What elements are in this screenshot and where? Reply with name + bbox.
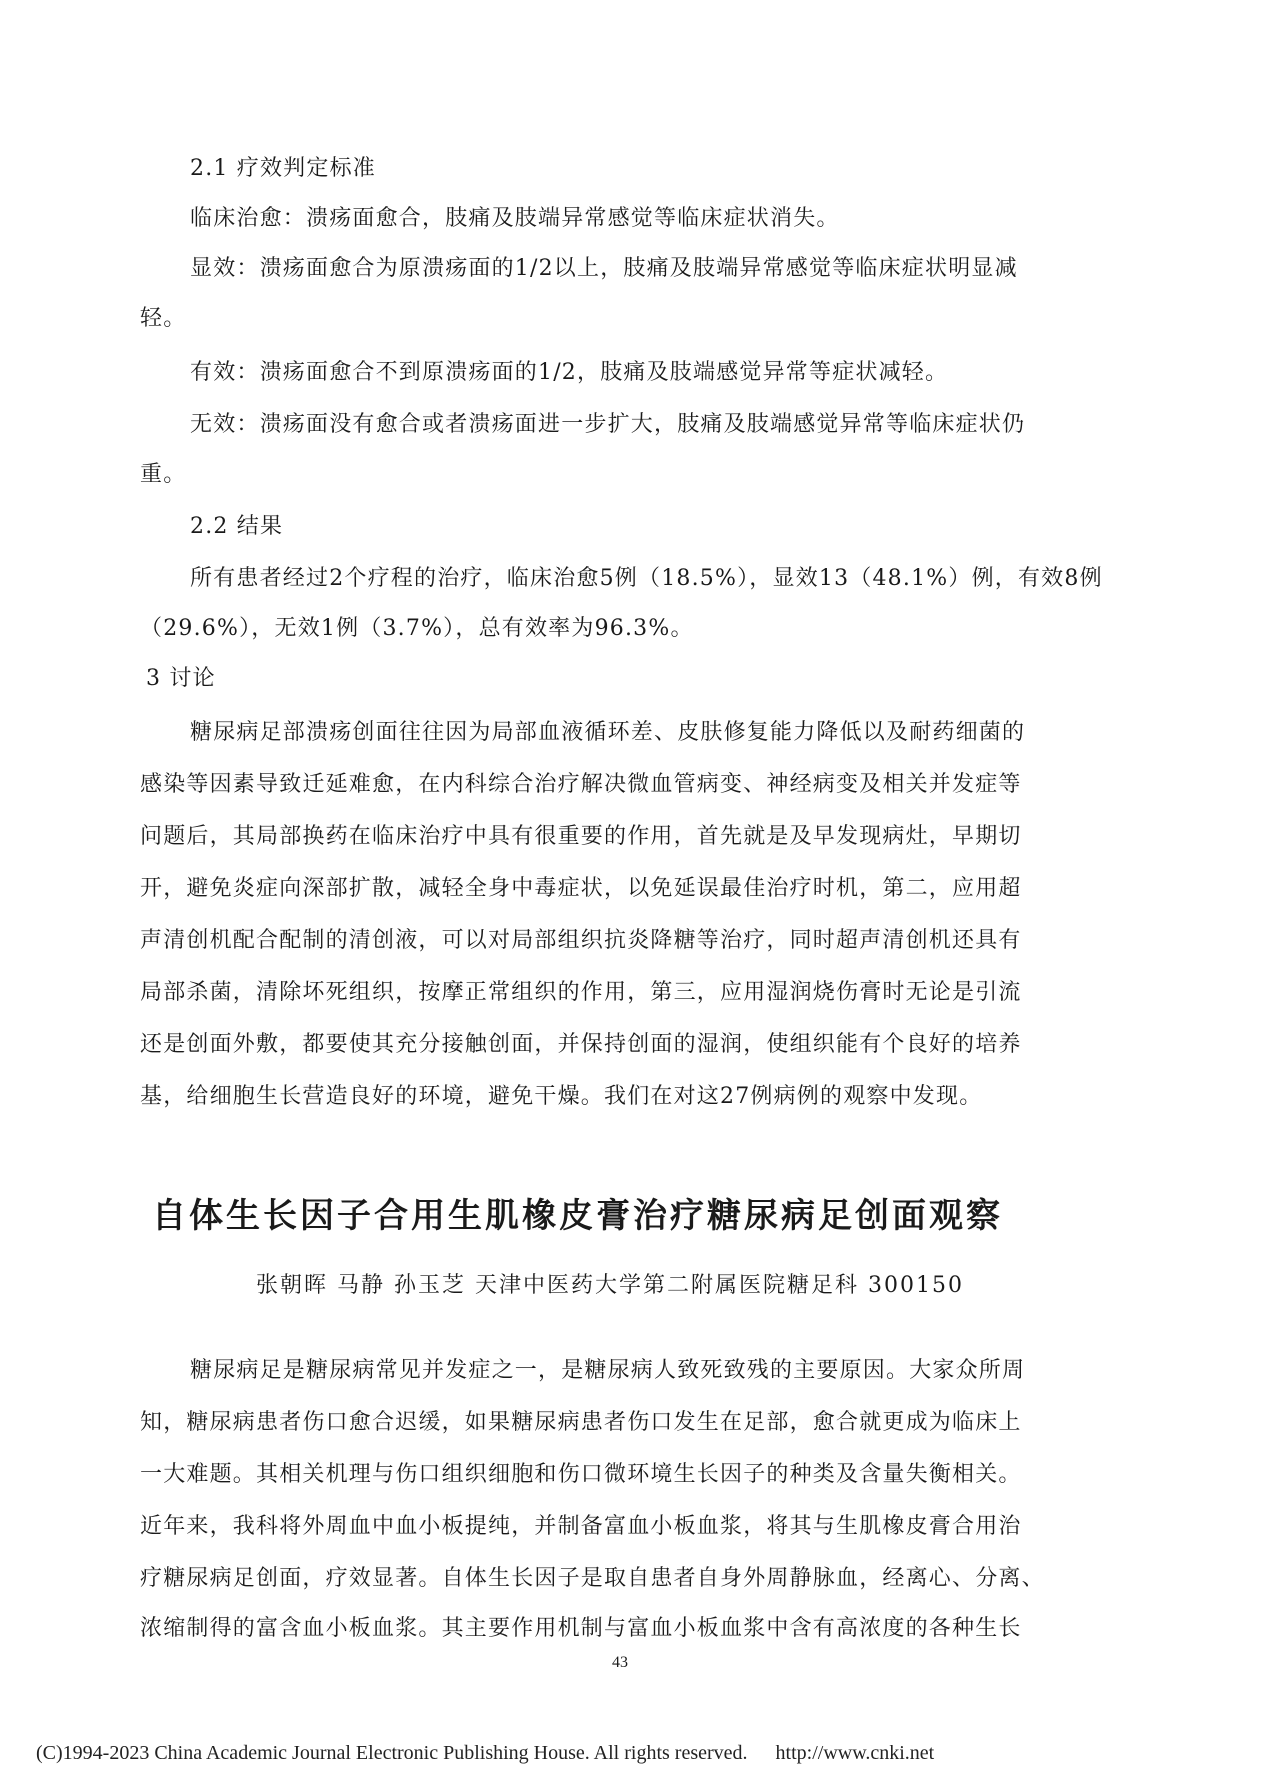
article-line-5: 疗糖尿病足创面，疗效显著。自体生长因子是取自患者自身外周静脉血，经离心、分离、 — [140, 1566, 1045, 1591]
section-3-heading: 3 讨论 — [146, 666, 216, 691]
section-2-2-heading: 2.2 结果 — [190, 514, 284, 539]
page-number: 43 — [612, 1654, 628, 1671]
discussion-line-4: 开，避免炎症向深部扩散，减轻全身中毒症状，以免延误最佳治疗时机，第二，应用超 — [140, 876, 1022, 901]
discussion-line-8: 基，给细胞生长营造良好的环境，避免干燥。我们在对这27例病例的观察中发现。 — [140, 1084, 983, 1109]
article-line-3: 一大难题。其相关机理与伤口组织细胞和伤口微环境生长因子的种类及含量失衡相关。 — [140, 1462, 1022, 1487]
article-line-2: 知，糖尿病患者伤口愈合迟缓，如果糖尿病患者伤口发生在足部，愈合就更成为临床上 — [140, 1410, 1022, 1435]
discussion-line-2: 感染等因素导致迁延难愈，在内科综合治疗解决微血管病变、神经病变及相关并发症等 — [140, 772, 1022, 797]
criteria-ineffective: 无效：溃疡面没有愈合或者溃疡面进一步扩大，肢痛及肢端感觉异常等临床症状仍 — [190, 412, 1026, 437]
discussion-line-6: 局部杀菌，清除坏死组织，按摩正常组织的作用，第三，应用湿润烧伤膏时无论是引流 — [140, 980, 1022, 1005]
discussion-line-5: 声清创机配合配制的清创液，可以对局部组织抗炎降糖等治疗，同时超声清创机还具有 — [140, 928, 1022, 953]
article-title: 自体生长因子合用生肌橡皮膏治疗糖尿病足创面观察 — [152, 1196, 1003, 1236]
results-line-2: （29.6%），无效1例（3.7%），总有效率为96.3%。 — [140, 616, 694, 641]
criteria-marked-effect-cont: 轻。 — [140, 306, 187, 331]
cnki-link[interactable]: http://www.cnki.net — [775, 1742, 935, 1764]
criteria-ineffective-cont: 重。 — [140, 462, 187, 487]
results-line-1: 所有患者经过2个疗程的治疗，临床治愈5例（18.5%），显效13（48.1%）例，有效8例 — [190, 566, 1103, 591]
article-line-6: 浓缩制得的富含血小板血浆。其主要作用机制与富血小板血浆中含有高浓度的各种生长 — [140, 1616, 1022, 1641]
discussion-line-7: 还是创面外敷，都要使其充分接触创面，并保持创面的湿润，使组织能有个良好的培养 — [140, 1032, 1022, 1057]
article-authors: 张朝晖 马静 孙玉芝 天津中医药大学第二附属医院糖足科 300150 — [256, 1273, 964, 1298]
section-2-1-heading: 2.1 疗效判定标准 — [190, 156, 376, 181]
copyright-footer — [36, 1742, 934, 1765]
criteria-marked-effect: 显效：溃疡面愈合为原溃疡面的1/2以上，肢痛及肢端异常感觉等临床症状明显减 — [190, 256, 1018, 281]
criteria-cured: 临床治愈：溃疡面愈合，肢痛及肢端异常感觉等临床症状消失。 — [190, 206, 840, 231]
copyright-text: (C)1994-2023 China Academic Journal Electronic Publishing House. All rights reserved. — [36, 1742, 748, 1764]
discussion-line-3: 问题后，其局部换药在临床治疗中具有很重要的作用，首先就是及早发现病灶，早期切 — [140, 824, 1022, 849]
discussion-line-1: 糖尿病足部溃疡创面往往因为局部血液循环差、皮肤修复能力降低以及耐药细菌的 — [190, 720, 1026, 745]
article-line-1: 糖尿病足是糖尿病常见并发症之一，是糖尿病人致死致残的主要原因。大家众所周 — [190, 1358, 1026, 1383]
article-line-4: 近年来，我科将外周血中血小板提纯，并制备富血小板血浆，将其与生肌橡皮膏合用治 — [140, 1514, 1022, 1539]
criteria-effective: 有效：溃疡面愈合不到原溃疡面的1/2，肢痛及肢端感觉异常等症状减轻。 — [190, 360, 949, 385]
